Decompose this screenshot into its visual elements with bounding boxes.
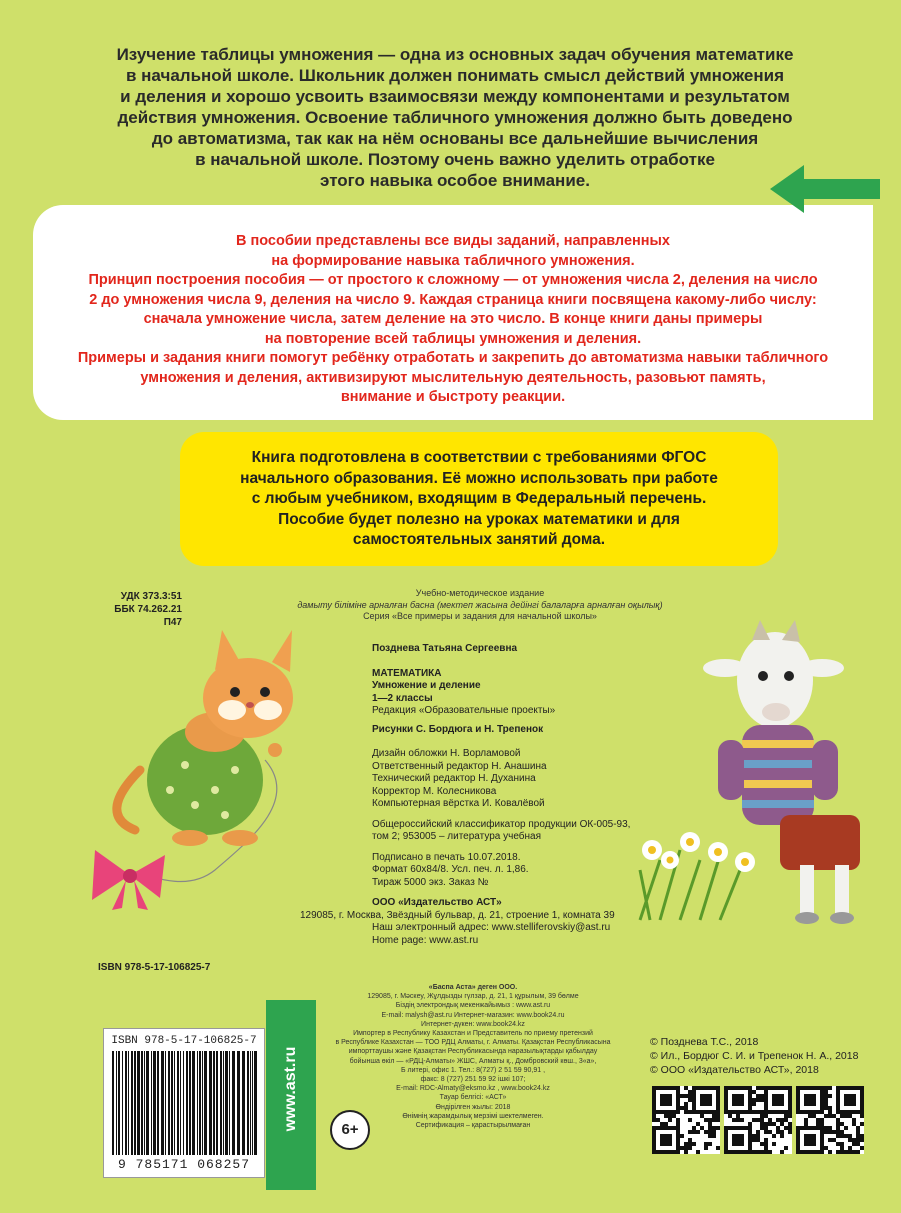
udk-line: УДК 373.3:51 (120, 591, 182, 602)
edition-type: Учебно-методическое издание (415, 588, 545, 598)
kaz-line: 129085, г. Мәскеу, Жұлдызды гүлзар, д. 21, 1 құрылым, 39 бөлме (367, 993, 579, 1001)
red-line: на формирование навыка табличного умножения. (271, 252, 635, 269)
kaz-line: Өндірілген жылы: 2018 (435, 1103, 511, 1111)
udk-codes (92, 590, 182, 629)
publisher-address: 129085, г. Москва, Звёздный бульвар, д. 21, строение 1, комната 39 (300, 909, 615, 921)
classifier-line: том 2; 953005 – литература учебная (372, 831, 542, 842)
illustrators: Рисунки С. Бордюга и Н. Трепенок (372, 723, 544, 735)
kaz-line: Интернет-дүкен: www.book24.kz (421, 1020, 525, 1028)
kazakhstan-imprint (318, 983, 628, 1130)
pink-bow (92, 850, 165, 910)
barcode-isbn: ISBN 978-5-17-106825-7 (111, 1035, 257, 1047)
editorial: Редакция «Образовательные проекты» (372, 705, 556, 716)
intro-line: в начальной школе. Поэтому очень важно уделить отработке (195, 150, 715, 169)
daisies (640, 832, 755, 920)
book-grades: 1—2 классы (372, 692, 433, 704)
fgos-line: Пособие будет полезно на уроках математики и для (278, 510, 680, 528)
kaz-line: E-mail: RDC-Almaty@eksmo.kz , www.book24.kz (396, 1085, 550, 1093)
copyright-block (650, 1035, 858, 1077)
publisher-homepage: Home page: www.ast.ru (372, 934, 479, 946)
credit-line: Корректор М. Колесникова (372, 785, 497, 797)
red-line: Принцип построения пособия — от простого к сложному — от умножения числа 2, деления на число (88, 272, 818, 288)
credit-line: Ответственный редактор Н. Анашина (372, 760, 547, 772)
isbn-text: ISBN 978-5-17-106825-7 (98, 962, 211, 973)
arrow-left-icon (770, 163, 880, 215)
book-title: МАТЕМАТИКА (372, 667, 442, 679)
intro-line: в начальной школе. Школьник должен понимать смысл действий умножения (125, 66, 785, 85)
barcode-bars (112, 1051, 258, 1155)
credit-line: Компьютерная вёрстка И. Ковалёвой (372, 798, 545, 809)
author-mark: П47 (163, 617, 182, 628)
fgos-line: начального образования. Её можно использовать при работе (240, 469, 718, 487)
print-line: Формат 60x84/8. Усл. печ. л. 1,86. (372, 864, 529, 875)
intro-line: этого навыка особое внимание. (320, 171, 590, 190)
print-line: Подписано в печать 10.07.2018. (372, 851, 521, 863)
barcode-number: 9 785171 068257 (117, 1157, 251, 1172)
red-line: сначала умножение числа, затем деление на это число. В конце книги даны примеры (143, 311, 763, 327)
intro-line: и деления и хорошо усвоить взаимосвязи между компонентами и результатом (120, 87, 790, 106)
intro-line: Изучение таблицы умножения — одна из основных задач обучения математике (116, 45, 794, 64)
red-line: Примеры и задания книги помогут ребёнку отработать и закрепить до автоматизма навыки табличного (77, 350, 829, 366)
copyright-line: © Позднева Т.С., 2018 (650, 1036, 759, 1048)
kaz-line: бойынша өкіл — «РДЦ-Алматы» ЖШС, Алматы қ., Домбровский көш., 3«а», (349, 1057, 597, 1065)
kaz-line: Біздің электрондық мекенжайымыз : www.ast.ru (395, 1002, 551, 1010)
kaz-line: Тауар белгісі: «АСТ» (439, 1094, 507, 1102)
book-subtitle: Умножение и деление (372, 680, 481, 691)
fgos-line: Книга подготовлена в соответствии с требованиями ФГОС (251, 449, 707, 466)
kaz-line: Импортер в Республику Казахстан и Представитель по приему претензий (353, 1030, 593, 1038)
red-line: 2 до умножения числа 9, деления на число 9. Каждая страница книги посвящена какому-либо числу: (89, 291, 817, 308)
age-rating-badge: 6+ (330, 1110, 370, 1150)
imprint-header (220, 588, 740, 623)
series-name: Серия «Все примеры и задания для начальной школы» (363, 611, 597, 621)
publisher-name: ООО «Издательство АСТ» (372, 897, 502, 908)
kaz-line: Сертификация – қарастырылмаған (415, 1122, 531, 1130)
goat (703, 620, 860, 924)
edition-kaz: дамыту біліміне арналған басна (мектеп жасына дейінгі балаларға арналған оқылық) (297, 599, 663, 610)
credit-line: Технический редактор Н. Духанина (372, 773, 536, 784)
kaz-line: факс: 8 (727) 251 59 92 ішкі 107; (420, 1076, 526, 1084)
copyright-line: © Ил., Бордюг С. И. и Трепенок Н. А., 2018 (650, 1050, 859, 1062)
red-description (40, 232, 866, 408)
imprint-details (300, 643, 642, 947)
author-name: Позднева Татьяна Сергеевна (372, 643, 518, 654)
kitten (117, 630, 293, 846)
red-line: внимание и быстроту реакции. (340, 389, 566, 405)
qr-code-icon (796, 1086, 864, 1154)
kaz-line: Өнімнің жарамдылық мерзімі шектелмеген. (402, 1112, 544, 1120)
fgos-line: с любым учебником, входящим в Федеральный перечень. (251, 490, 707, 507)
intro-line: действия умножения. Освоение табличного умножения должно быть доведено (117, 108, 793, 127)
intro-line: до автоматизма, так как на нём основаны все дальнейшие вычисления (151, 129, 759, 148)
qr-code-icon (652, 1086, 720, 1154)
publisher-email: Наш электронный адрес: www.stelliferovskiy@ast.ru (372, 922, 611, 933)
copyright-line: © ООО «Издательство АСТ», 2018 (650, 1064, 819, 1076)
kaz-line: импорттаушы және Қазақстан Республикасында наразылықтарды қабылдау (348, 1048, 598, 1056)
barcode (103, 1028, 265, 1178)
fgos-line: самостоятельных занятий дома. (352, 531, 606, 548)
kaz-line: E-mail: malysh@ast.ru Интернет-магазин: www.book24.ru (381, 1011, 565, 1019)
qr-code-icon (724, 1086, 792, 1154)
red-line: умножения и деления, активизируют мыслительную деятельность, разовьют память, (140, 369, 766, 386)
site-url: www.ast.ru (282, 1046, 299, 1132)
credit-line: Дизайн обложки Н. Ворламовой (372, 748, 521, 759)
kaz-line: в Республике Казахстан — ТОО РДЦ Алматы, г. Алматы. Қазақстан Республикасына (335, 1039, 611, 1047)
kaz-line: «Баспа Аста» деген ООО. (428, 984, 518, 991)
classifier-line: Общероссийский классификатор продукции ОК-005-93, (372, 818, 631, 830)
kaz-line: Б литері, офис 1. Тел.: 8(727) 2 51 59 90,91 , (400, 1066, 546, 1074)
intro-text (110, 44, 800, 191)
fgos-text (190, 448, 768, 551)
red-line: на повторение всей таблицы умножения и деления. (264, 330, 642, 347)
bbk-line: ББК 74.262.21 (114, 604, 182, 615)
print-line: Тираж 5000 экз. Заказ № (372, 876, 489, 888)
site-strip (266, 1000, 316, 1190)
red-line: В пособии представлены все виды заданий, направленных (236, 233, 670, 249)
